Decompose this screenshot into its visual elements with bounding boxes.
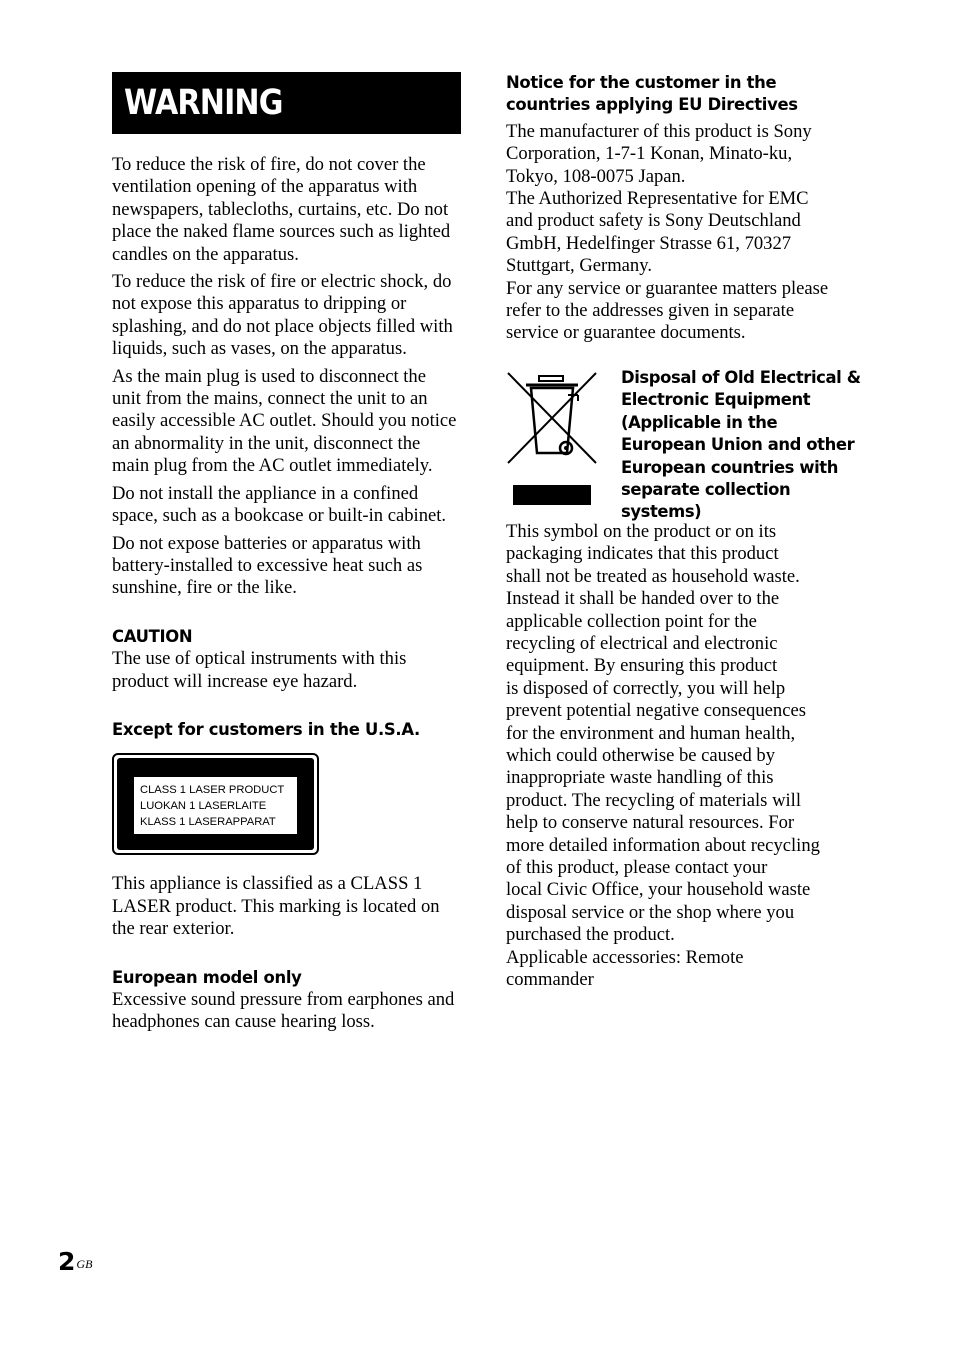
warning-title: WARNING <box>124 83 283 123</box>
notice-line: Corporation, 1-7-1 Konan, Minato-ku, <box>506 143 793 165</box>
disposal-line: help to conserve natural resources. For <box>506 812 795 834</box>
caution-text: The use of optical instruments with this product will increase eye hazard. <box>112 648 407 692</box>
warning-paragraph: To reduce the risk of fire or electric shock, do not expose this apparatus to dripping or splashing, and do not place objects filled with liquids, such as vases, on the apparatus. <box>112 271 453 360</box>
page-number-suffix: GB <box>76 1257 93 1271</box>
warning-banner <box>112 72 461 134</box>
warning-body <box>112 154 458 600</box>
caution-heading: CAUTION <box>112 626 193 646</box>
laser-label-line: LUOKAN 1 LASERLAITE <box>140 800 267 813</box>
disposal-line: Applicable accessories: Remote <box>506 946 744 968</box>
laser-label-line: KLASS 1 LASERAPPARAT <box>140 816 276 829</box>
disposal-line: inappropriate waste handling of this <box>506 767 774 789</box>
disposal-body <box>506 521 858 992</box>
disposal-line: recycling of electrical and electronic <box>506 632 778 654</box>
page-number-value: 2 <box>58 1247 76 1276</box>
disposal-line: which could otherwise be caused by <box>506 744 776 766</box>
notice-line: For any service or guarantee matters please <box>506 277 829 299</box>
left-column <box>112 72 458 1039</box>
laser-label <box>112 753 319 855</box>
caution-section <box>112 626 458 693</box>
warning-paragraph: Do not expose batteries or apparatus with battery-installed to excessive heat such as sunshine, fire or the like. <box>112 532 423 599</box>
crossed-out-bin-icon <box>506 371 598 505</box>
disposal-line: shall not be treated as household waste. <box>506 565 800 587</box>
european-section <box>112 967 458 1034</box>
notice-heading: Notice for the customer in the countries applying EU Directives <box>506 73 798 115</box>
disposal-line: disposal service or the shop where you <box>506 901 795 923</box>
disposal-line: packaging indicates that this product <box>506 543 779 565</box>
notice-line: The Authorized Representative for EMC <box>506 188 809 210</box>
disposal-line: more detailed information about recycling <box>506 834 820 856</box>
notice-line: refer to the addresses given in separate <box>506 300 795 322</box>
disposal-line: product. The recycling of materials will <box>506 789 801 811</box>
laser-label-line: CLASS 1 LASER PRODUCT <box>140 784 285 797</box>
laser-section <box>112 719 458 941</box>
disposal-line: This symbol on the product or on its <box>506 520 777 542</box>
notice-body <box>506 121 858 345</box>
right-column <box>506 72 861 991</box>
disposal-line: of this product, please contact your <box>506 856 768 878</box>
disposal-block <box>506 367 861 527</box>
european-heading: European model only <box>112 967 302 987</box>
disposal-line: Instead it shall be handed over to the <box>506 588 780 610</box>
page-number <box>58 1247 92 1277</box>
warning-paragraph: To reduce the risk of fire, do not cover the ventilation opening of the apparatus with newspapers, tablecloths, curtains, etc. Do not place the naked flame sources such as lighted candles on the apparatus. <box>112 154 451 265</box>
disposal-line: for the environment and human health, <box>506 722 796 744</box>
disposal-line: local Civic Office, your household waste <box>506 879 811 901</box>
notice-line: and product safety is Sony Deutschland <box>506 210 801 232</box>
disposal-line: applicable collection point for the <box>506 610 757 632</box>
except-heading: Except for customers in the U.S.A. <box>112 719 420 739</box>
notice-line: service or guarantee documents. <box>506 322 746 344</box>
warning-paragraph: As the main plug is used to disconnect the unit from the mains, connect the unit to an easily accessible AC outlet. Should you notice an abnormality in the unit, disconnect the main plug from the AC outlet immediately. <box>112 365 457 477</box>
notice-line: Stuttgart, Germany. <box>506 255 652 277</box>
laser-text: This appliance is classified as a CLASS 1 LASER product. This marking is located on the rear exterior. <box>112 873 440 940</box>
disposal-line: prevent potential negative consequences <box>506 700 806 722</box>
disposal-line: is disposed of correctly, you will help <box>506 677 786 699</box>
notice-line: Tokyo, 108-0075 Japan. <box>506 165 686 187</box>
disposal-line: equipment. By ensuring this product <box>506 655 778 677</box>
disposal-heading: Disposal of Old Electrical & Electronic Equipment (Applicable in the European Union and other European countries with separate collection systems) <box>621 367 861 522</box>
warning-paragraph: Do not install the appliance in a confined space, such as a bookcase or built-in cabinet. <box>112 482 447 527</box>
disposal-line: purchased the product. <box>506 924 675 946</box>
notice-line: GmbH, Hedelfinger Strasse 61, 70327 <box>506 232 792 254</box>
notice-line: The manufacturer of this product is Sony <box>506 120 812 142</box>
disposal-line: commander <box>506 969 594 990</box>
european-text: Excessive sound pressure from earphones and headphones can cause hearing loss. <box>112 988 455 1033</box>
